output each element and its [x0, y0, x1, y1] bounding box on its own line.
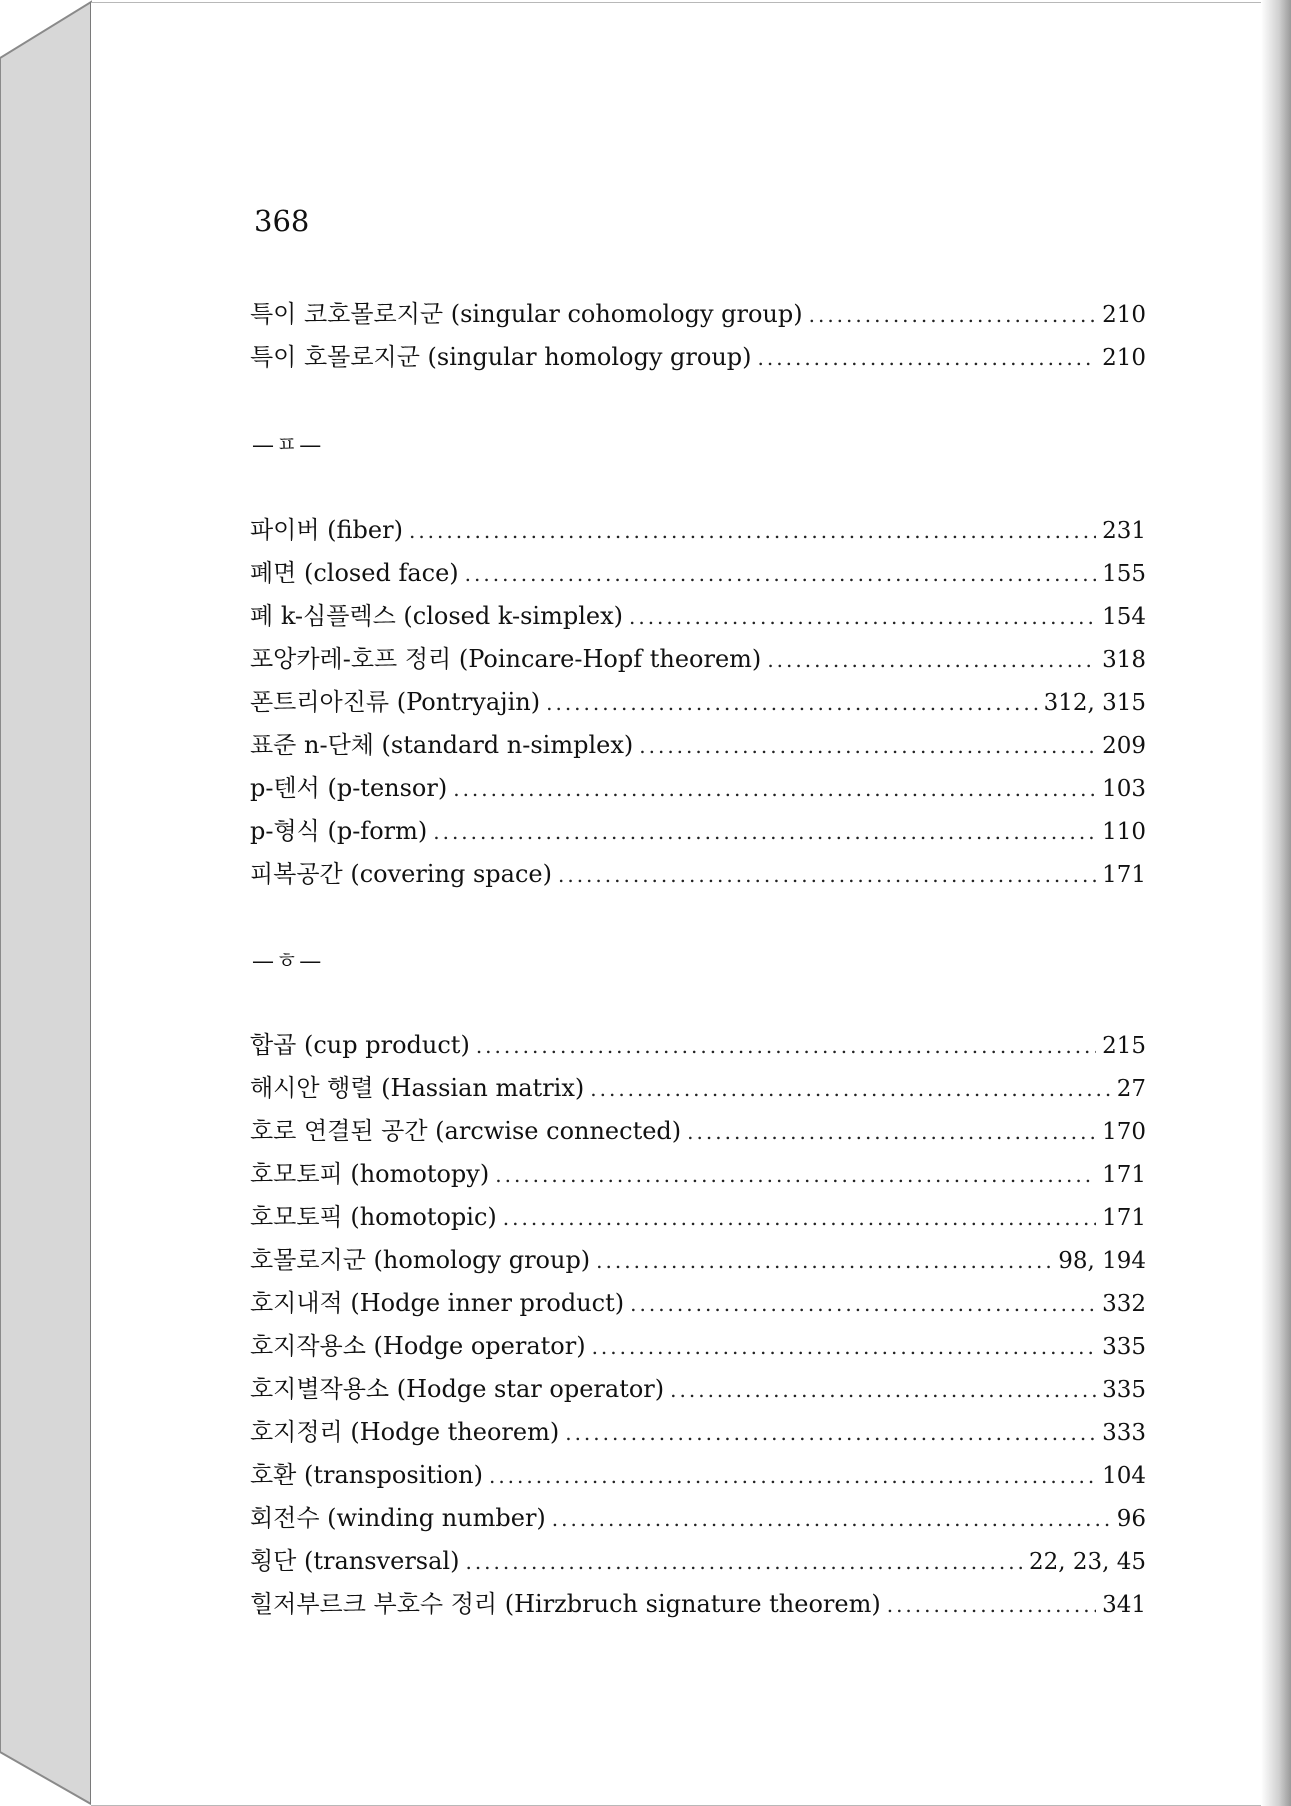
entry-term: 회전수 (winding number) [250, 1504, 546, 1532]
entry-term: 횡단 (transversal) [250, 1547, 460, 1575]
entry-pages: 154 [1102, 604, 1146, 630]
entry-term: 특이 코호몰로지군 (singular cohomology group) [250, 300, 803, 328]
entry-term: 호지정리 (Hodge theorem) [250, 1418, 560, 1446]
index-entry [250, 510, 1146, 546]
entry-pages: 318 [1102, 647, 1146, 673]
entry-term: 호로 연결된 공간 (arcwise connected) [250, 1117, 682, 1145]
leader-dots [489, 1464, 1096, 1488]
entry-term: 포앙카레-호프 정리 (Poincare-Hopf theorem) [250, 645, 762, 673]
entry-pages: 335 [1102, 1377, 1146, 1403]
entry-pages: 103 [1102, 776, 1146, 802]
index-entry [250, 596, 1146, 632]
leader-dots [809, 303, 1096, 327]
entry-pages: 341 [1102, 1592, 1146, 1618]
index-entry [250, 1240, 1146, 1276]
leader-dots [465, 562, 1096, 586]
entry-pages: 110 [1102, 819, 1146, 845]
entry-pages: 335 [1102, 1334, 1146, 1360]
index-entry [250, 1283, 1146, 1319]
index-entry [250, 725, 1146, 761]
entry-pages: 22, 23, 45 [1028, 1549, 1146, 1575]
entry-term: 호모토피 (homotopy) [250, 1160, 490, 1188]
entry-term: 호환 (transposition) [250, 1461, 483, 1489]
entry-term: 호모토픽 (homotopic) [250, 1203, 497, 1231]
section-header: —ㅍ— [252, 433, 324, 458]
entry-term: 폰트리아진류 (Pontryajin) [250, 688, 541, 716]
leader-dots [503, 1206, 1096, 1230]
entry-term: 합곱 (cup product) [250, 1031, 470, 1059]
leader-dots [476, 1034, 1096, 1058]
entry-pages: 98, 194 [1058, 1248, 1146, 1274]
book-page [91, 2, 1276, 1806]
index-entry [250, 1541, 1146, 1577]
leader-dots [465, 1550, 1022, 1574]
entry-pages: 96 [1116, 1506, 1146, 1532]
leader-dots [409, 519, 1096, 543]
entry-pages: 210 [1102, 345, 1146, 371]
page-number: 368 [254, 204, 310, 238]
index-entry [250, 294, 1146, 330]
leader-dots [629, 605, 1096, 629]
index-entry [250, 768, 1146, 804]
leader-dots [767, 648, 1096, 672]
leader-dots [495, 1163, 1096, 1187]
index-entry [250, 811, 1146, 847]
leader-dots [590, 1077, 1110, 1101]
leader-dots [558, 863, 1096, 887]
index-entry [250, 1025, 1146, 1061]
entry-pages: 155 [1102, 561, 1146, 587]
leader-dots [552, 1507, 1111, 1531]
entry-pages: 332 [1102, 1291, 1146, 1317]
entry-term: 호지별작용소 (Hodge star operator) [250, 1375, 665, 1403]
index-entry [250, 1197, 1146, 1233]
leader-dots [887, 1593, 1096, 1617]
index-entry [250, 1412, 1146, 1448]
leader-dots [639, 734, 1096, 758]
index-entry [250, 854, 1146, 890]
index-entry [250, 1111, 1146, 1147]
leader-dots [758, 346, 1097, 370]
index-entry [250, 1068, 1146, 1104]
leader-dots [546, 691, 1037, 715]
index-entry [250, 1584, 1146, 1620]
entry-pages: 104 [1102, 1463, 1146, 1489]
leader-dots [453, 777, 1096, 801]
index-entry [250, 682, 1146, 718]
entry-pages: 171 [1102, 862, 1146, 888]
entry-term: 호지작용소 (Hodge operator) [250, 1332, 586, 1360]
leader-dots [433, 820, 1096, 844]
entry-term: 피복공간 (covering space) [250, 860, 552, 888]
leader-dots [687, 1120, 1096, 1144]
entry-term: p-형식 (p-form) [250, 817, 428, 845]
entry-term: 표준 n-단체 (standard n-simplex) [250, 731, 634, 759]
entry-pages: 231 [1102, 518, 1146, 544]
index-entry [250, 1326, 1146, 1362]
entry-term: 힐저부르크 부호수 정리 (Hirzbruch signature theorem) [250, 1590, 881, 1618]
page-edge-shadow [1261, 0, 1291, 1806]
index-entry [250, 1455, 1146, 1491]
index-entry [250, 1154, 1146, 1190]
entry-pages: 210 [1102, 302, 1146, 328]
leader-dots [592, 1335, 1097, 1359]
leader-dots [670, 1378, 1096, 1402]
entry-pages: 215 [1102, 1033, 1146, 1059]
leader-dots [630, 1292, 1096, 1316]
index-entry [250, 1498, 1146, 1534]
leader-dots [596, 1249, 1052, 1273]
entry-pages: 170 [1102, 1119, 1146, 1145]
entry-term: p-텐서 (p-tensor) [250, 774, 448, 802]
entry-pages: 209 [1102, 733, 1146, 759]
entry-term: 폐 k-심플렉스 (closed k-simplex) [250, 602, 623, 630]
entry-pages: 333 [1102, 1420, 1146, 1446]
entry-term: 호지내적 (Hodge inner product) [250, 1289, 625, 1317]
entry-pages: 312, 315 [1043, 690, 1146, 716]
entry-term: 폐면 (closed face) [250, 559, 459, 587]
entry-term: 파이버 (fiber) [250, 516, 403, 544]
index-entry [250, 1369, 1146, 1405]
entry-term: 특이 호몰로지군 (singular homology group) [250, 343, 752, 371]
index-entry [250, 639, 1146, 675]
entry-term: 해시안 행렬 (Hassian matrix) [250, 1074, 585, 1102]
entry-term: 호몰로지군 (homology group) [250, 1246, 591, 1274]
entry-pages: 171 [1102, 1162, 1146, 1188]
index-entry [250, 337, 1146, 373]
entry-pages: 171 [1102, 1205, 1146, 1231]
index-entry [250, 553, 1146, 589]
entry-pages: 27 [1116, 1076, 1146, 1102]
section-header: —ㅎ— [252, 949, 324, 974]
leader-dots [565, 1421, 1096, 1445]
